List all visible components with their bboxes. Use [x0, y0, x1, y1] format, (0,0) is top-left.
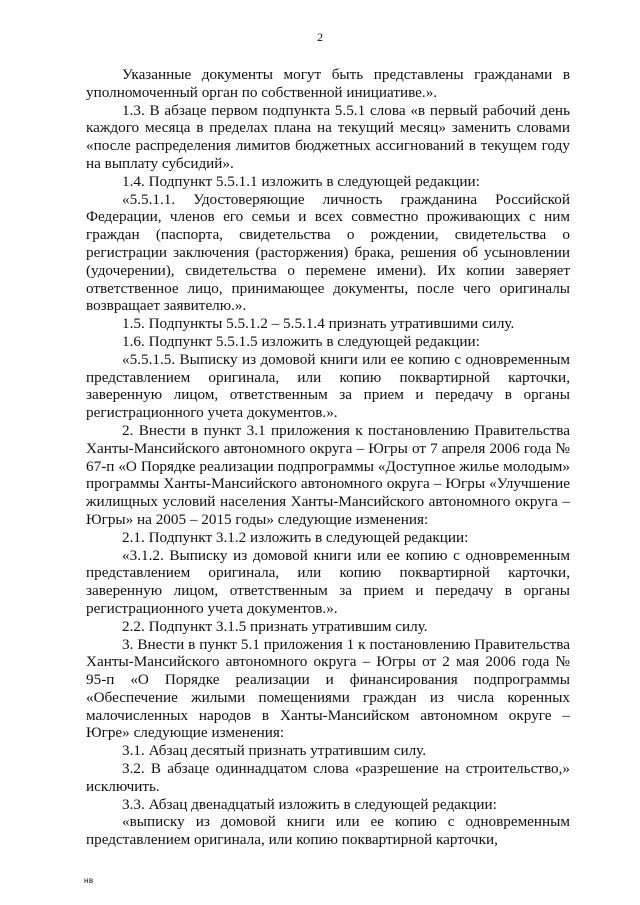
paragraph: 1.4. Подпункт 5.5.1.1 изложить в следующей редакции:: [122, 172, 480, 190]
paragraph: «5.5.1.5. Выписку из домовой книги или ее копию с одновременным представлением оригинала, или копию поквартирной карточки, заверенную лицом, ответственным за прием и передачу в органы регистрационного учета документов.».: [86, 350, 570, 422]
paragraph: Указанные документы могут быть представлены гражданами в уполномоченный орган по собственной инициативе.».: [86, 66, 570, 101]
document-body: [86, 66, 570, 849]
paragraph: 2.1. Подпункт 3.1.2 изложить в следующей редакции:: [122, 528, 469, 546]
paragraph: «3.1.2. Выписку из домовой книги или ее копию с одновременным представлением оригинала, или копию поквартирной карточки, заверенную лицом, ответственным за прием и передачу в органы регистрационного учета документов.».: [86, 546, 570, 617]
paragraph: 1.3. В абзаце первом подпункта 5.5.1 слова «в первый рабочий день каждого месяца в пределах плана на текущий месяц» заменить словами «после распределения лимитов бюджетных ассигнований в текущем году на выплату субсидий».: [86, 101, 570, 172]
paragraph: 2.2. Подпункт 3.1.5 признать утратившим силу.: [122, 617, 428, 635]
page-number: 2: [317, 30, 323, 44]
footer-mark: нв: [84, 876, 94, 885]
paragraph: 1.6. Подпункт 5.5.1.5 изложить в следующей редакции:: [122, 332, 480, 350]
paragraph: 2. Внести в пункт 3.1 приложения к постановлению Правительства Ханты-Мансийского автономного округа – Югры от 7 апреля 2006 года № 67-п «О Порядке реализации подпрограммы «Доступное жилье молодым» программы Ханты-Мансийского автономного округа – Югры «Улучшение жилищных условий населения Ханты-Мансийского автономного округа – Югры» на 2005 – 2015 годы» следующие изменения:: [86, 421, 570, 528]
paragraph: «5.5.1.1. Удостоверяющие личность гражданина Российской Федерации, членов его семьи и всех совместно проживающих с ним граждан (паспорта, свидетельства о рождении, свидетельства о регистрации заключения (расторжения) брака, решения об усыновлении (удочерении), свидетельства о перемене имени). Их копии заверяет ответственное лицо, принимающее документы, после чего оригиналы возвращает заявителю.».: [86, 190, 570, 315]
paragraph: «выписку из домовой книги или ее копию с одновременным представлением оригинала, или копию поквартирной карточки,: [86, 813, 570, 849]
paragraph: 1.5. Подпункты 5.5.1.2 – 5.5.1.4 признать утратившими силу.: [122, 315, 515, 333]
paragraph: 3. Внести в пункт 5.1 приложения 1 к постановлению Правительства Ханты-Мансийского автономного округа – Югры от 2 мая 2006 года № 95-п «О Порядке реализации и финансирования подпрограммы «Обеспечение жилыми помещениями граждан из числа коренных малочисленных народов в Ханты-Мансийском автономном округе – Югре» следующие изменения:: [86, 635, 570, 742]
paragraph: 3.3. Абзац двенадцатый изложить в следующей редакции:: [122, 795, 497, 813]
paragraph: 3.1. Абзац десятый признать утратившим силу.: [122, 742, 427, 760]
paragraph: 3.2. В абзаце одиннадцатом слова «разрешение на строительство,» исключить.: [86, 760, 570, 795]
